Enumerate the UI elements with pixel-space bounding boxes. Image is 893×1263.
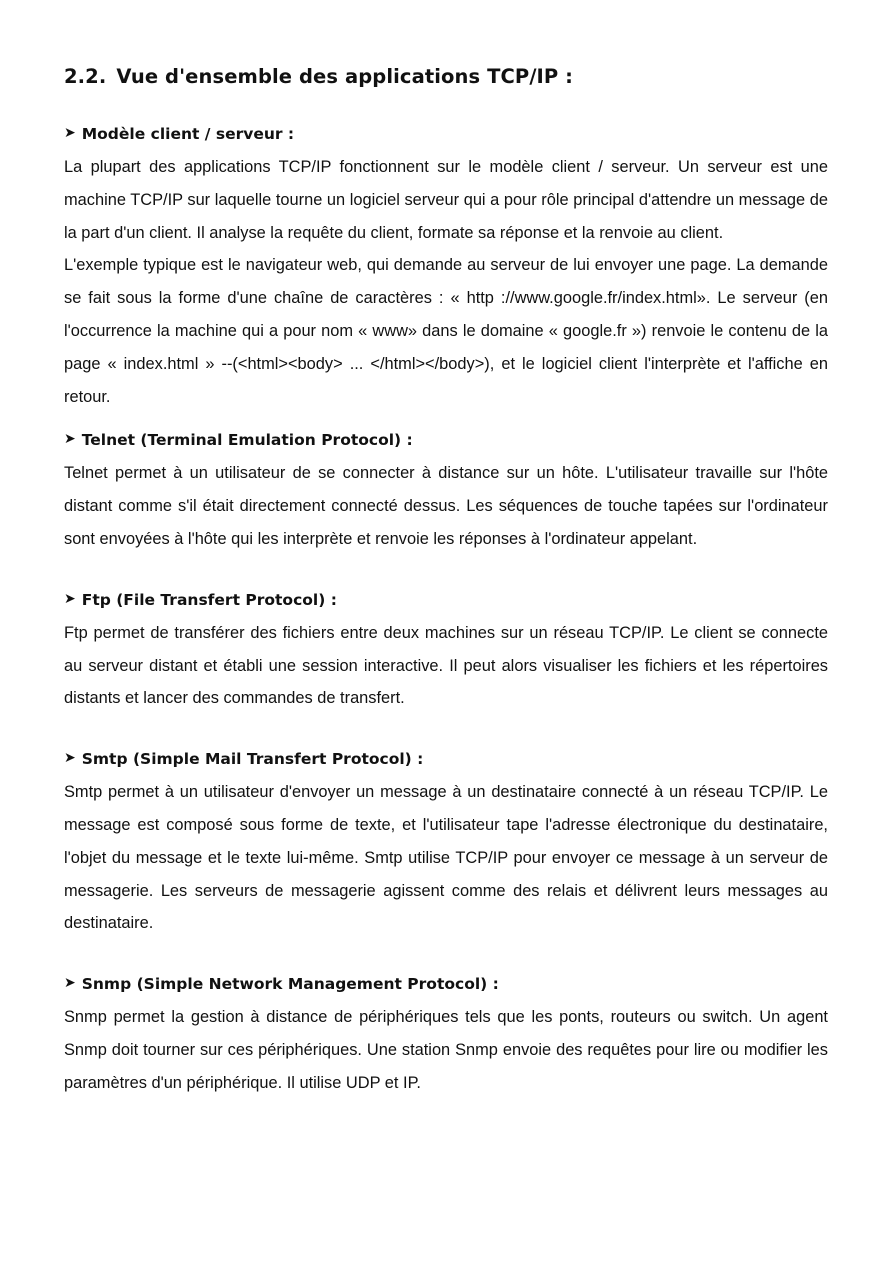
block-snmp [64, 971, 828, 1099]
block-heading [64, 427, 828, 454]
block-heading-text: Ftp (File Transfert Protocol) : [81, 590, 337, 609]
block-telnet [64, 427, 828, 555]
block-heading-text: Telnet (Terminal Emulation Protocol) : [81, 431, 413, 450]
block-heading [64, 121, 828, 148]
paragraph: Telnet permet à un utilisateur de se connecter à distance sur un hôte. L'utilisateur travaille sur l'hôte distant comme s'il était directement connecté dessus. Les séquences de touche tapées sur l'ordinateur sont envoyées à l'hôte qui les interprète et renvoie les réponses à l'ordinateur appelant. [64, 464, 828, 548]
block-heading [64, 587, 828, 614]
document-page [64, 60, 828, 1100]
section-title-text: Vue d'ensemble des applications TCP/IP : [116, 65, 574, 88]
section-title [64, 60, 828, 94]
block-ftp [64, 587, 828, 715]
arrow-bullet-icon: ➤ [64, 590, 76, 607]
paragraph: L'exemple typique est le navigateur web, qui demande au serveur de lui envoyer une page. La demande se fait sous la forme d'une chaîne de caractères : « http ://www.google.fr/index.html». Le serveur (en l'occurrence la machine qui a pour nom « www» dans le domaine « google.fr ») renvoie le contenu de la page « index.html » --(<html><body> ... </html></body>), et le logiciel client l'interprète et l'affiche en retour. [64, 256, 828, 406]
arrow-bullet-icon: ➤ [64, 750, 76, 767]
block-heading [64, 746, 828, 773]
arrow-bullet-icon: ➤ [64, 431, 76, 448]
block-heading [64, 971, 828, 998]
paragraph: Smtp permet à un utilisateur d'envoyer un message à un destinataire connecté à un réseau TCP/IP. Le message est composé sous forme de texte, et l'utilisateur tape l'adresse électronique du destinataire, l'objet du message et le texte lui-même. Smtp utilise TCP/IP pour envoyer ce message à un serveur de messagerie. Les serveurs de messagerie agissent comme des relais et délivrent leurs messages au destinataire. [64, 783, 828, 933]
block-heading-text: Snmp (Simple Network Management Protocol) : [81, 975, 499, 994]
paragraph: La plupart des applications TCP/IP fonctionnent sur le modèle client / serveur. Un serveur est une machine TCP/IP sur laquelle tourne un logiciel serveur qui a pour rôle principal d'attendre un message de la part d'un client. Il analyse la requête du client, formate sa réponse et la renvoie au client. [64, 158, 828, 242]
section-number: 2.2. [64, 65, 107, 88]
block-heading-text: Modèle client / serveur : [81, 125, 295, 143]
arrow-bullet-icon: ➤ [64, 125, 76, 141]
block-client-server [64, 121, 828, 413]
block-heading-text: Smtp (Simple Mail Transfert Protocol) : [81, 750, 424, 769]
arrow-bullet-icon: ➤ [64, 975, 76, 992]
paragraph: Ftp permet de transférer des fichiers entre deux machines sur un réseau TCP/IP. Le client se connecte au serveur distant et établi une session interactive. Il peut alors visualiser les fichiers et les répertoires distants et lancer des commandes de transfert. [64, 623, 828, 708]
paragraph: Snmp permet la gestion à distance de périphériques tels que les ponts, routeurs ou switch. Un agent Snmp doit tourner sur ces périphériques. Une station Snmp envoie des requêtes pour lire ou modifier les paramètres d'un périphérique. Il utilise UDP et IP. [64, 1008, 828, 1092]
block-smtp [64, 746, 828, 940]
